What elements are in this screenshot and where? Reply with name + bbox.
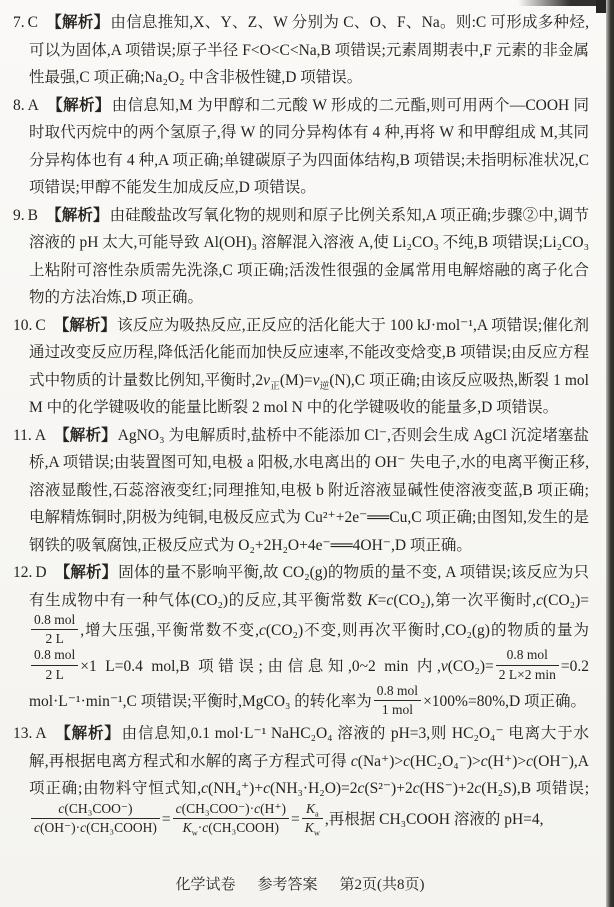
footer-section: 参考答案 <box>257 877 318 893</box>
question-header <box>13 97 47 114</box>
answers-list <box>13 9 589 838</box>
analysis-text: AgNO₃ 为电解质时,盐桥中不能添加 Cl⁻,否则会生成 AgCl 沉淀堵塞盐桥,A 项错误;由装置图可知,电极 a 阳极,水电离出的 OH⁻ 失电子,水的电离平衡正移,溶液显酸性,石蕊溶液变红;同理推知,电极 b 附近溶液显碱性使溶液变蓝,B 项正确;电解精炼铜时,阴极为纯铜,电极反应式为 Cu²⁺+2e⁻══Cu,C 项正确;由图知,发生的是钢铁的吸氧腐蚀,正极反应式为 O₂+2H₂O+4e⁻══4OH⁻,D 项正确。 <box>29 426 589 554</box>
question-header <box>13 317 54 334</box>
question-number: 7. <box>13 14 25 31</box>
question-number: 13. <box>13 725 33 743</box>
footer-doc-title: 化学试卷 <box>175 877 236 893</box>
analysis-tag: 【解析】 <box>54 426 117 444</box>
analysis-tag: 【解析】 <box>45 206 109 224</box>
question-answer-letter: C <box>35 316 46 334</box>
footer-page-number: 第2页(共8页) <box>339 877 425 893</box>
analysis-text: 由硅酸盐改写氧化物的规则和原子比例关系知,A 项正确;步骤②中,调节溶液的 pH 太大,可能导致 Al(OH)₃ 溶解混入溶液 A,使 Li₂CO₃ 不纯,B 项错误;Li₂CO₃ 上粘附可溶性杂质需先洗涤,C 项正确;活泼性很强的金属常用电解熔融的离子化合物的方法冶炼,D 项正确。 <box>29 206 589 306</box>
analysis-text: 由信息知,M 为甲醇和二元酸 W 形成的二元酯,则可用两个—COOH 同时取代丙烷中的两个氢原子,得 W 的同分异构体有 4 种,再将 W 和甲醇组成 M,其同分异构体也有 4 种,A 项正确;单键碳原子为四面体结构,B 项错误;未指明标准状况,C 项错误;甲醇不能发生加成反应,D 项错误。 <box>29 96 589 196</box>
analysis-text: 由信息推知,X、Y、Z、W 分别为 C、O、F、Na。则:C 可形成多种烃,可以为固体,A 项错误;原子半径 F<O<C<Na,B 项错误;元素周期表中,F 元素的非金属性最强,C 项正确;Na₂O₂ 中含非极性键,D 项错误。 <box>29 14 589 86</box>
question-item <box>13 9 589 92</box>
analysis-tag: 【解析】 <box>54 564 118 581</box>
question-item <box>13 720 589 838</box>
page-footer <box>0 873 600 894</box>
question-item <box>13 92 589 202</box>
question-number: 11. <box>13 426 32 444</box>
question-answer-letter: D <box>35 564 47 581</box>
question-item <box>13 202 589 312</box>
question-header <box>13 427 54 444</box>
analysis-tag: 【解析】 <box>53 316 117 334</box>
analysis-tag: 【解析】 <box>45 14 110 31</box>
analysis-tag: 【解析】 <box>46 96 111 114</box>
analysis-tag: 【解析】 <box>54 725 121 743</box>
question-item <box>13 559 589 720</box>
question-item <box>13 312 589 422</box>
question-item <box>13 422 589 560</box>
question-number: 12. <box>13 564 33 581</box>
analysis-text: 由信息知,0.1 mol·L⁻¹ NaHC₂O₄ 溶液的 pH=3,则 HC₂O₄⁻ 电离大于水解,再根据电离方程式和水解的离子方程式可得 c(Na⁺)>c(HC₂O₄⁻)>c(H⁺)>c(OH⁻),A 项正确;由物料守恒式知,c(NH₄⁺)+c(NH₃·H₂O)=2c(S²⁻)+2c(HS⁻)+2c(H₂S),B 项错误; c(CH₃COO⁻) c(OH⁻)·c(CH₃COOH) = c(CH₃COO⁻)·c(H⁺) $K_w\cdot c(CH_3COOH)$ = $\frac{K_a}{K_w}$ ,再根据 CH₃COOH 溶液的 pH=4, <box>29 725 589 838</box>
question-header <box>13 207 46 224</box>
question-header <box>13 564 55 581</box>
question-answer-letter: A <box>34 426 47 444</box>
analysis-text: 固体的量不影响平衡,故 CO₂(g)的物质的量不变, A 项错误;该反应为只有生成物中有一种气体(CO₂)的反应,其平衡常数 K=c(CO₂),第一次平衡时,c(CO₂)= 0.8 mol 2 L ,增大压强,平衡常数不变,c(CO₂)不变,则再次平衡时,CO₂(g)的物质的量为 0.8 mol 2 L ×1 L=0.4 mol,B 项错误;由信息知,0~2 min 内,v(CO₂)= 0.8 mol 2 L×2 min =0.2 mol·L⁻¹·min⁻¹,C 项错误;平衡时,MgCO₃ 的转化率为 0.8 mol 1 mol ×100%=80%,D 项正确。 <box>29 564 589 717</box>
analysis-text: 该反应为吸热反应,正反应的活化能大于 100 kJ·mol⁻¹,A 项错误;催化剂通过改变反应历程,降低活化能而加快反应速率,不能改变焓变,B 项错误;由反应方程式中物质的计量数比例知,平衡时$,2v_正(M)=v_逆(N),C$ 项正确;由该反应吸热,断裂 1 mol M 中的化学键吸收的能量比断裂 2 mol N 中的化学键吸收的能量多,D 项错误。 <box>29 316 589 416</box>
question-number: 9. <box>13 206 25 224</box>
question-answer-letter: B <box>27 206 38 224</box>
question-answer-letter: A <box>27 96 39 114</box>
question-number: 8. <box>13 96 25 114</box>
question-header <box>13 14 46 31</box>
question-answer-letter: C <box>27 14 38 31</box>
question-answer-letter: A <box>35 725 47 743</box>
question-header <box>13 725 55 742</box>
question-number: 10. <box>13 316 33 334</box>
scan-artifact-right-edge <box>606 0 614 907</box>
